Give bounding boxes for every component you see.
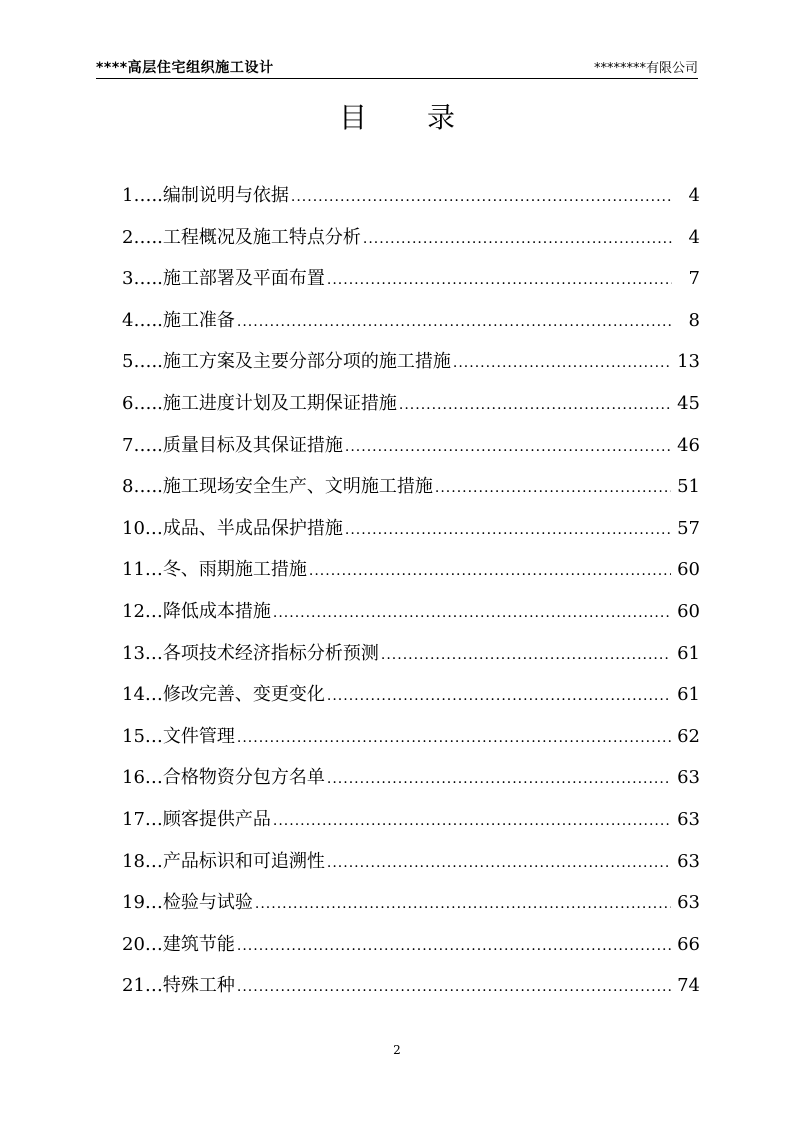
dot-leader: [435, 480, 671, 496]
toc-entry-page: 63: [677, 850, 700, 872]
toc-entry-page: 63: [677, 808, 700, 830]
toc-entry[interactable]: [122, 389, 700, 431]
toc-entry-label: 2…..工程概况及施工特点分析: [122, 226, 361, 248]
toc-entry[interactable]: [122, 514, 700, 556]
dot-leader: [345, 439, 671, 455]
toc-entry-page: 61: [677, 684, 700, 706]
dot-leader: [237, 730, 671, 746]
toc-entry-label: 3…..施工部署及平面布置: [122, 268, 325, 290]
toc-entry-page: 62: [677, 725, 700, 747]
toc-entry-label: 8…..施工现场安全生产、文明施工措施: [122, 476, 433, 498]
toc-entry-label: 7…..质量目标及其保证措施: [122, 434, 343, 456]
toc-entry[interactable]: [122, 930, 700, 972]
dot-leader: [327, 688, 671, 704]
company-name: ********有限公司: [593, 61, 698, 76]
toc-entry[interactable]: [122, 722, 700, 764]
toc-entry[interactable]: [122, 347, 700, 389]
toc-entry-label: 21…特殊工种: [122, 975, 235, 997]
dot-leader: [327, 272, 672, 288]
toc-entry-label: 10…成品、半成品保护措施: [122, 517, 343, 539]
toc-entry-page: 57: [677, 517, 700, 539]
toc-entry-page: 66: [677, 933, 700, 955]
toc-entry[interactable]: [122, 264, 700, 306]
toc-entry[interactable]: [122, 847, 700, 889]
toc-entry[interactable]: [122, 805, 700, 847]
toc-entry[interactable]: [122, 431, 700, 473]
toc-entry-page: 46: [677, 434, 700, 456]
dot-leader: [237, 314, 672, 330]
toc-entry[interactable]: [122, 680, 700, 722]
toc-entry[interactable]: [122, 971, 700, 1013]
toc-entry[interactable]: [122, 763, 700, 805]
toc-entry[interactable]: [122, 306, 700, 348]
toc-entry-label: 1…..编制说明与依据: [122, 185, 289, 206]
toc-entry-label: 4…..施工准备: [122, 309, 235, 331]
dot-leader: [453, 355, 671, 371]
toc-entry-label: 15…文件管理: [122, 725, 235, 747]
toc-heading: 目录: [338, 101, 515, 134]
dot-leader: [291, 189, 672, 205]
toc-entry-page: 4: [688, 185, 700, 206]
dot-leader: [273, 605, 671, 621]
dot-leader: [381, 647, 671, 663]
toc-entry[interactable]: [122, 555, 700, 597]
toc-entry-label: 20…建筑节能: [122, 933, 235, 955]
dot-leader: [399, 397, 671, 413]
page-number: 2: [393, 1043, 401, 1057]
toc-entry-label: 11…冬、雨期施工措施: [122, 559, 307, 581]
toc-entry-page: 45: [677, 392, 700, 414]
toc-entry-label: 12…降低成本措施: [122, 600, 271, 622]
toc-entry-label: 18…产品标识和可追溯性: [122, 850, 325, 872]
dot-leader: [255, 896, 671, 912]
toc-entry[interactable]: [122, 597, 700, 639]
page-header: [96, 56, 698, 79]
document-title: ****高层住宅组织施工设计: [96, 60, 274, 76]
toc-entry-page: 60: [677, 600, 700, 622]
toc-entry[interactable]: [122, 223, 700, 265]
toc-entry-page: 13: [677, 351, 700, 373]
toc-entry-page: 60: [677, 559, 700, 581]
dot-leader: [327, 771, 671, 787]
toc-entry-page: 63: [677, 892, 700, 914]
toc-entry-page: 8: [688, 309, 700, 331]
toc-entry[interactable]: [122, 181, 700, 223]
toc-entry[interactable]: [122, 888, 700, 930]
toc-entry-page: 51: [677, 476, 700, 498]
dot-leader: [237, 979, 671, 995]
toc-entry-page: 63: [677, 767, 700, 789]
toc-entry-page: 61: [677, 642, 700, 664]
toc-entry[interactable]: [122, 639, 700, 681]
dot-leader: [345, 522, 671, 538]
toc-entry-label: 14…修改完善、变更变化: [122, 684, 325, 706]
toc-entry-page: 74: [677, 975, 700, 997]
toc-entry-label: 5…..施工方案及主要分部分项的施工措施: [122, 351, 451, 373]
toc-entry[interactable]: [122, 472, 700, 514]
dot-leader: [237, 938, 671, 954]
toc-entry-label: 6…..施工进度计划及工期保证措施: [122, 392, 397, 414]
dot-leader: [273, 813, 671, 829]
toc-entry-page: 4: [688, 226, 700, 248]
dot-leader: [309, 563, 671, 579]
table-of-contents: [122, 181, 700, 1013]
toc-entry-label: 13…各项技术经济指标分析预测: [122, 642, 379, 664]
toc-entry-label: 16…合格物资分包方名单: [122, 767, 325, 789]
toc-entry-label: 17…顾客提供产品: [122, 808, 271, 830]
toc-entry-page: 7: [688, 268, 700, 290]
dot-leader: [327, 855, 671, 871]
dot-leader: [363, 231, 672, 247]
toc-entry-label: 19…检验与试验: [122, 892, 253, 914]
